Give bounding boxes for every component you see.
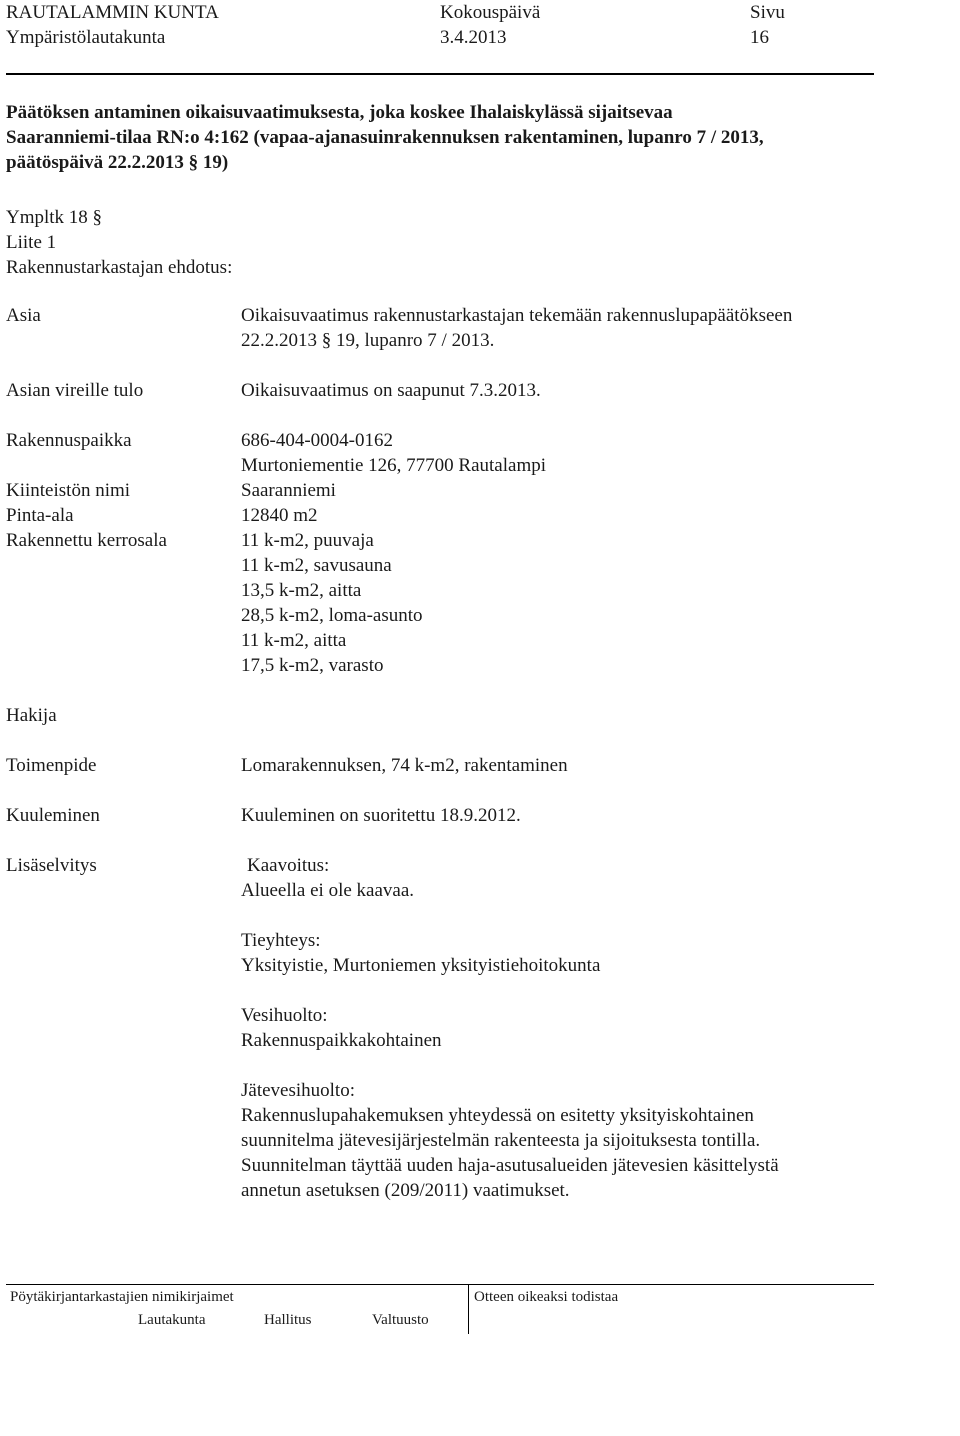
intro-block	[6, 205, 232, 280]
pinta-ala-label: Pinta-ala	[6, 505, 74, 526]
kuuleminen-value: Kuuleminen on suoritettu 18.9.2012.	[241, 805, 521, 826]
kuuleminen-label: Kuuleminen	[6, 805, 100, 826]
rakennuspaikka-value	[241, 428, 546, 478]
kerrosala-line: 11 k-m2, savusauna	[241, 555, 392, 576]
header-board: Ympäristölautakunta	[6, 27, 166, 48]
ympltk-reference: Ympltk 18 §	[6, 207, 103, 228]
pinta-ala-value: 12840 m2	[241, 505, 318, 526]
title-line: Päätöksen antaminen oikaisuvaatimuksesta, joka koskee Ihalaiskylässä sijaitsevaa	[6, 102, 673, 123]
lisaselvitys-value	[241, 853, 779, 1203]
lisaselvitys-label: Lisäselvitys	[6, 855, 97, 876]
header-org: RAUTALAMMIN KUNTA	[6, 2, 219, 23]
attachment-label: Liite 1	[6, 232, 57, 253]
kerrosala-line: 11 k-m2, puuvaja	[241, 530, 374, 551]
toimenpide-label: Toimenpide	[6, 755, 97, 776]
vesihuolto-text: Rakennuspaikkakohtainen	[241, 1030, 442, 1051]
jatevesihuolto-text: annetun asetuksen (209/2011) vaatimukset.	[241, 1180, 570, 1201]
kerrosala-value	[241, 528, 423, 678]
tieyhteys-text: Yksityistie, Murtoniemen yksityistiehoitokunta	[241, 955, 601, 976]
header-rule	[6, 73, 874, 75]
jatevesihuolto-text: Rakennuslupahakemuksen yhteydessä on esitetty yksityiskohtainen	[241, 1105, 754, 1126]
footer-certified-label: Otteen oikeaksi todistaa	[474, 1289, 619, 1305]
kerrosala-line: 28,5 k-m2, loma-asunto	[241, 605, 423, 626]
kerrosala-label: Rakennettu kerrosala	[6, 530, 167, 551]
title-line: päätöspäivä 22.2.2013 § 19)	[6, 152, 229, 173]
footer-signatures-label: Pöytäkirjantarkastajien nimikirjaimet	[10, 1289, 234, 1305]
header-meeting-date: 3.4.2013	[440, 27, 507, 48]
asia-label: Asia	[6, 305, 41, 326]
rakennuspaikka-line: Murtoniementie 126, 77700 Rautalampi	[241, 455, 547, 476]
footer-divider	[468, 1284, 469, 1334]
header-page-label: Sivu	[750, 2, 785, 23]
vireille-label: Asian vireille tulo	[6, 380, 144, 401]
kiinteisto-label: Kiinteistön nimi	[6, 480, 131, 501]
jatevesihuolto-text: Suunnitelman täyttää uuden haja-asutusalueiden jätevesien käsittelystä	[241, 1155, 779, 1176]
footer-body-lautakunta: Lautakunta	[138, 1312, 206, 1328]
kerrosala-line: 13,5 k-m2, aitta	[241, 580, 362, 601]
rakennuspaikka-label: Rakennuspaikka	[6, 430, 132, 451]
toimenpide-value: Lomarakennuksen, 74 k-m2, rakentaminen	[241, 755, 568, 776]
kerrosala-line: 11 k-m2, aitta	[241, 630, 347, 651]
footer-rule	[6, 1284, 874, 1285]
footer-body-valtuusto: Valtuusto	[372, 1312, 429, 1328]
jatevesihuolto-heading: Jätevesihuolto:	[241, 1080, 355, 1101]
rakennuspaikka-line: 686-404-0004-0162	[241, 430, 393, 451]
tieyhteys-heading: Tieyhteys:	[241, 930, 321, 951]
asia-line: 22.2.2013 § 19, lupanro 7 / 2013.	[241, 330, 495, 351]
footer-body-hallitus: Hallitus	[264, 1312, 312, 1328]
proposal-label: Rakennustarkastajan ehdotus:	[6, 257, 233, 278]
header-page-number: 16	[750, 27, 769, 48]
jatevesihuolto-text: suunnitelma jätevesijärjestelmän rakenteesta ja sijoituksesta tontilla.	[241, 1130, 761, 1151]
page-title	[6, 100, 764, 175]
kaavoitus-text: Alueella ei ole kaavaa.	[241, 880, 415, 901]
hakija-label: Hakija	[6, 705, 57, 726]
asia-value	[241, 303, 792, 353]
vireille-value: Oikaisuvaatimus on saapunut 7.3.2013.	[241, 380, 541, 401]
kiinteisto-value: Saaranniemi	[241, 480, 336, 501]
title-line: Saaranniemi-tilaa RN:o 4:162 (vapaa-ajanasuinrakennuksen rakentaminen, lupanro 7 / 2013,	[6, 127, 764, 148]
header-meeting-label: Kokouspäivä	[440, 2, 541, 23]
kaavoitus-heading: Kaavoitus:	[247, 855, 330, 876]
asia-line: Oikaisuvaatimus rakennustarkastajan tekemään rakennuslupapäätökseen	[241, 305, 793, 326]
vesihuolto-heading: Vesihuolto:	[241, 1005, 328, 1026]
kerrosala-line: 17,5 k-m2, varasto	[241, 655, 384, 676]
